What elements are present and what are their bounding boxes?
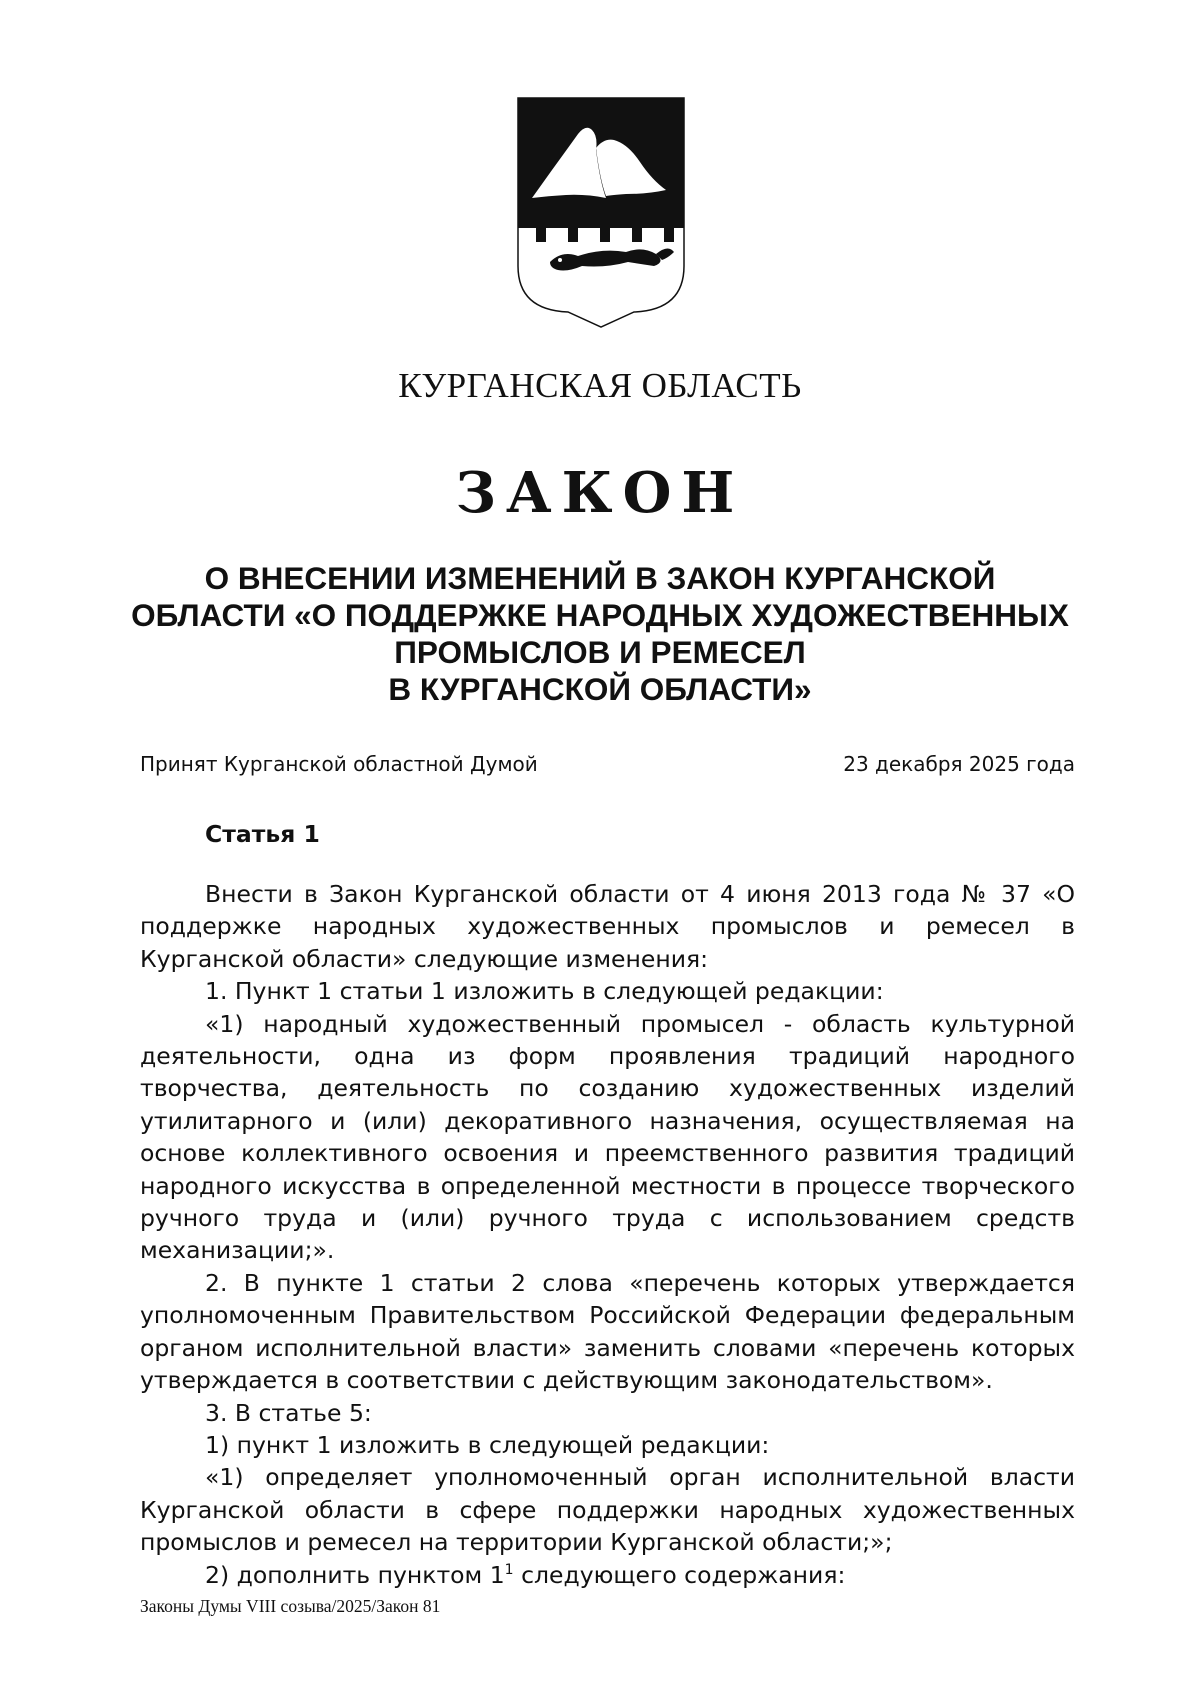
paragraph-text: следующего содержания: xyxy=(513,1560,846,1589)
region-name: КУРГАНСКАЯ ОБЛАСТЬ xyxy=(398,366,802,405)
paragraph: 2. В пункте 1 статьи 2 слова «перечень которых утверждается уполномоченным Правительством Российской Федерации федеральным органом исполнительной власти» заменить словами «перечень которых утверждается в соответствии с действующим законодательством». xyxy=(140,1268,1075,1395)
paragraph: 1) пункт 1 изложить в следующей редакции: xyxy=(205,1430,770,1459)
coat-of-arms-icon xyxy=(516,96,686,328)
paragraph-text: 2) дополнить пунктом 1 xyxy=(205,1560,505,1589)
document-type: ЗАКОН xyxy=(455,460,745,526)
article-body xyxy=(140,878,1075,1591)
adoption-date: 23 декабря 2025 года xyxy=(843,752,1075,776)
coat-of-arms-emblem xyxy=(516,96,686,328)
paragraph xyxy=(140,1559,1075,1591)
title-line: О ВНЕСЕНИИ ИЗМЕНЕНИЙ В ЗАКОН КУРГАНСКОЙ xyxy=(204,560,996,596)
law-title xyxy=(60,560,1140,708)
paragraph: Внести в Закон Курганской области от 4 июня 2013 года № 37 «О поддержке народных художественных промыслов и ремесел в Курганской области» следующие изменения: xyxy=(140,880,1075,973)
title-line: ПРОМЫСЛОВ И РЕМЕСЕЛ xyxy=(394,634,806,670)
paragraph: «1) определяет уполномоченный орган исполнительной власти Курганской области в сфере поддержки народных художественных промыслов и ремесел на территории Курганской области;»; xyxy=(140,1463,1075,1557)
superscript: 1 xyxy=(504,1561,514,1578)
document-reference: Законы Думы VIII созыва/2025/Закон 81 xyxy=(140,1596,441,1616)
title-line: В КУРГАНСКОЙ ОБЛАСТИ» xyxy=(388,671,812,707)
adoption-info xyxy=(140,752,1075,782)
article-heading: Статья 1 xyxy=(205,820,320,848)
paragraph: 3. В статье 5: xyxy=(205,1398,372,1427)
adopted-by: Принят Курганской областной Думой xyxy=(140,752,538,776)
paragraph: 1. Пункт 1 статьи 1 изложить в следующей редакции: xyxy=(205,977,884,1006)
title-line: ОБЛАСТИ «О ПОДДЕРЖКЕ НАРОДНЫХ ХУДОЖЕСТВЕННЫХ xyxy=(131,597,1069,633)
paragraph: «1) народный художественный промысел - область культурной деятельности, одна из форм проявления традиций народного творчества, деятельность по созданию художественных изделий утилитарного и (или) декоративного назначения, осуществляемая на основе коллективного освоения и преемственного развития традиций народного искусства в определенной местности в процессе творческого ручного труда и (или) ручного труда с использованием средств механизации;». xyxy=(140,1009,1075,1265)
